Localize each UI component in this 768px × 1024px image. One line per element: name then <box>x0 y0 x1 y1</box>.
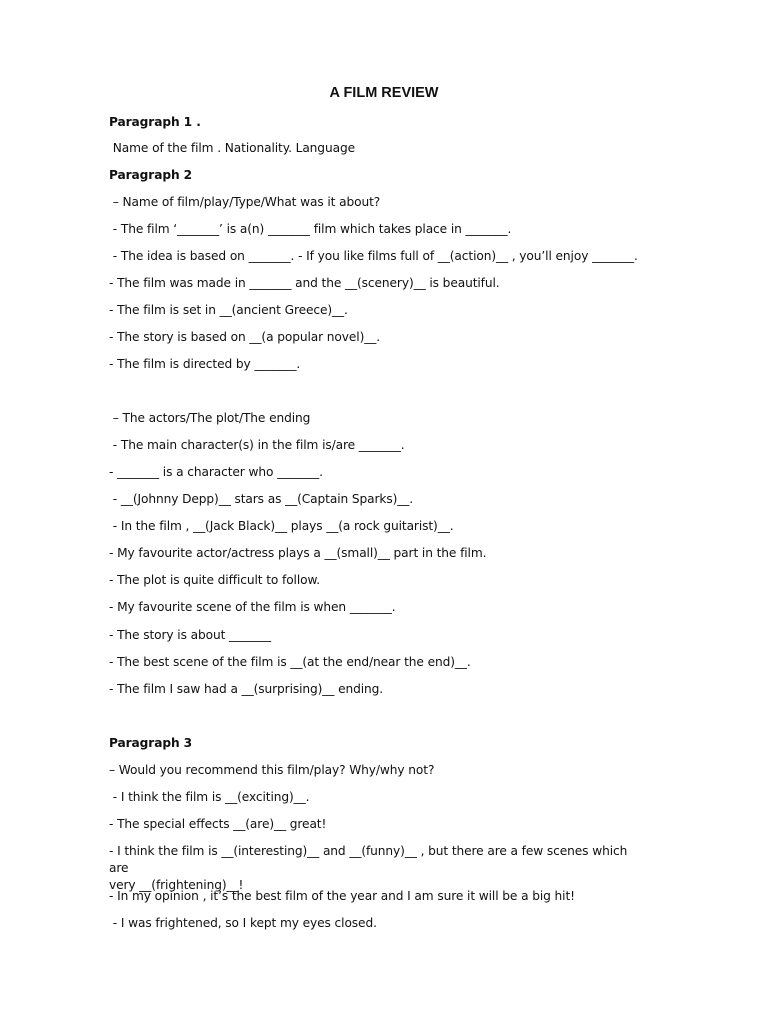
text-line: - In the film , __(Jack Black)__ plays __(a rock guitarist)__. <box>109 519 454 533</box>
text-line: - The best scene of the film is __(at the end/near the end)__. <box>109 655 471 669</box>
paragraph-1-heading: Paragraph 1 . <box>109 115 201 129</box>
paragraph-3-heading: Paragraph 3 <box>109 736 193 750</box>
text-line: – Would you recommend this film/play? Why/why not? <box>109 763 435 777</box>
text-line: - My favourite scene of the film is when _______. <box>109 600 396 614</box>
text-line: - The film ‘_______’ is a(n) _______ film which takes place in _______. <box>109 222 512 236</box>
text-line: - The story is based on __(a popular novel)__. <box>109 330 380 344</box>
text-line: - The film is directed by _______. <box>109 357 301 371</box>
text-line: - I think the film is __(interesting)__ and __(funny)__ , but there are a few scenes which are very __(frightening)__! <box>109 844 628 892</box>
text-line: Name of the film . Nationality. Language <box>109 141 355 155</box>
paragraph-2-heading: Paragraph 2 <box>109 168 193 182</box>
text-line: - My favourite actor/actress plays a __(small)__ part in the film. <box>109 546 487 560</box>
text-line: - In my opinion , it’s the best film of the year and I am sure it will be a big hit! <box>109 889 575 903</box>
text-line: - The plot is quite difficult to follow. <box>109 573 321 587</box>
text-line: – The actors/The plot/The ending <box>109 411 311 425</box>
text-line: - _______ is a character who _______. <box>109 465 323 479</box>
text-line: - I was frightened, so I kept my eyes closed. <box>109 916 377 930</box>
text-line: - The idea is based on _______. - If you like films full of __(action)__ , you’ll enjoy _______. <box>109 249 638 263</box>
text-line: - The film I saw had a __(surprising)__ ending. <box>109 682 384 696</box>
text-line: - I think the film is __(exciting)__. <box>109 790 310 804</box>
text-line: - The special effects __(are)__ great! <box>109 817 327 831</box>
document-title: A FILM REVIEW <box>329 85 439 101</box>
text-line: - The main character(s) in the film is/are _______. <box>109 438 405 452</box>
text-line: - The story is about _______ <box>109 628 271 642</box>
text-line: – Name of film/play/Type/What was it about? <box>109 195 381 209</box>
text-line: - The film is set in __(ancient Greece)__. <box>109 303 348 317</box>
text-line: - __(Johnny Depp)__ stars as __(Captain Sparks)__. <box>109 492 414 506</box>
text-line: - The film was made in _______ and the __(scenery)__ is beautiful. <box>109 276 500 290</box>
